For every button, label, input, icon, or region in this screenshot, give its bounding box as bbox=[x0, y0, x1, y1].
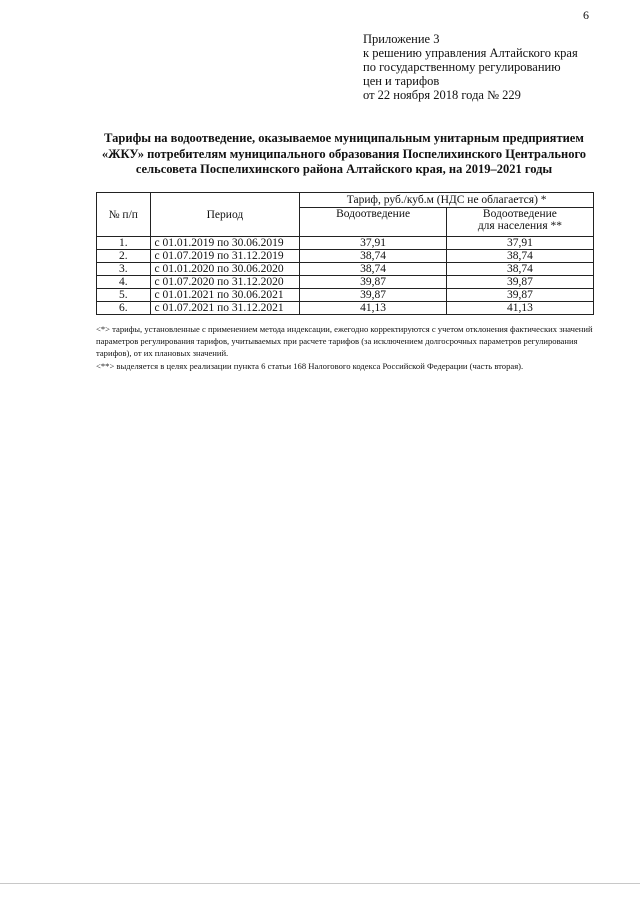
footnote-vat: <**> выделяется в целях реализации пункта 6 статьи 168 Налогового кодекса Российской Федерации (часть вторая). bbox=[96, 361, 524, 371]
footnote-indexation: <*> тарифы, установленные с применением метода индексации, ежегодно корректируются с учетом отклонения фактических значений параметров регулирования тарифов, учитываемых при расчете тарифов (за исключением долгосрочных параметров регулирования тарифов), от их плановых значений. bbox=[96, 324, 593, 358]
row-period: с 01.01.2019 по 30.06.2019 bbox=[150, 237, 300, 250]
row-population-value: 38,74 bbox=[446, 250, 593, 263]
row-number: 2. bbox=[97, 250, 151, 263]
row-period: с 01.07.2020 по 31.12.2020 bbox=[150, 276, 300, 289]
row-period: с 01.07.2021 по 31.12.2021 bbox=[150, 302, 300, 315]
row-value: 39,87 bbox=[300, 289, 446, 302]
table-row bbox=[97, 250, 594, 263]
appendix-line: от 22 ноября 2018 года № 229 bbox=[363, 88, 521, 102]
header-population bbox=[446, 208, 593, 237]
row-population-value: 41,13 bbox=[446, 302, 593, 315]
table-row bbox=[97, 237, 594, 250]
document-title bbox=[84, 131, 604, 178]
appendix-line: по государственному регулированию bbox=[363, 60, 561, 74]
title-line: сельсовета Поспелихинского района Алтайского края, на 2019–2021 годы bbox=[135, 162, 553, 176]
row-period: с 01.07.2019 по 31.12.2019 bbox=[150, 250, 300, 263]
row-population-value: 39,87 bbox=[446, 289, 593, 302]
title-line: Тарифы на водоотведение, оказываемое муниципальным унитарным предприятием bbox=[104, 131, 584, 145]
row-value: 38,74 bbox=[300, 250, 446, 263]
row-number: 3. bbox=[97, 263, 151, 276]
row-value: 37,91 bbox=[300, 237, 446, 250]
footnotes bbox=[96, 323, 596, 372]
row-population-value: 38,74 bbox=[446, 263, 593, 276]
table-row bbox=[97, 263, 594, 276]
table-row bbox=[97, 289, 594, 302]
table-row bbox=[97, 302, 594, 315]
row-number: 4. bbox=[97, 276, 151, 289]
appendix-header bbox=[363, 32, 633, 102]
page-number: 6 bbox=[583, 8, 589, 22]
header-water: Водоотведение bbox=[300, 208, 446, 237]
header-period: Период bbox=[150, 193, 300, 237]
appendix-line: к решению управления Алтайского края bbox=[363, 46, 578, 60]
header-population-line1: Водоотведение bbox=[482, 208, 557, 220]
row-value: 38,74 bbox=[300, 263, 446, 276]
appendix-line: цен и тарифов bbox=[363, 74, 440, 88]
row-population-value: 39,87 bbox=[446, 276, 593, 289]
row-period: с 01.01.2020 по 30.06.2020 bbox=[150, 263, 300, 276]
scan-edge-line bbox=[0, 883, 640, 884]
title-line: «ЖКУ» потребителям муниципального образования Поспелихинского Центрального bbox=[101, 146, 587, 161]
appendix-line: Приложение 3 bbox=[363, 32, 440, 46]
tariff-table bbox=[96, 192, 594, 315]
row-value: 39,87 bbox=[300, 276, 446, 289]
header-tariff: Тариф, руб./куб.м (НДС не облагается) * bbox=[300, 193, 594, 208]
row-value: 41,13 bbox=[300, 302, 446, 315]
row-period: с 01.01.2021 по 30.06.2021 bbox=[150, 289, 300, 302]
header-number: № п/п bbox=[97, 193, 151, 237]
row-population-value: 37,91 bbox=[446, 237, 593, 250]
row-number: 6. bbox=[97, 302, 151, 315]
row-number: 5. bbox=[97, 289, 151, 302]
table-row bbox=[97, 276, 594, 289]
row-number: 1. bbox=[97, 237, 151, 250]
header-population-line2: для населения ** bbox=[477, 220, 562, 232]
